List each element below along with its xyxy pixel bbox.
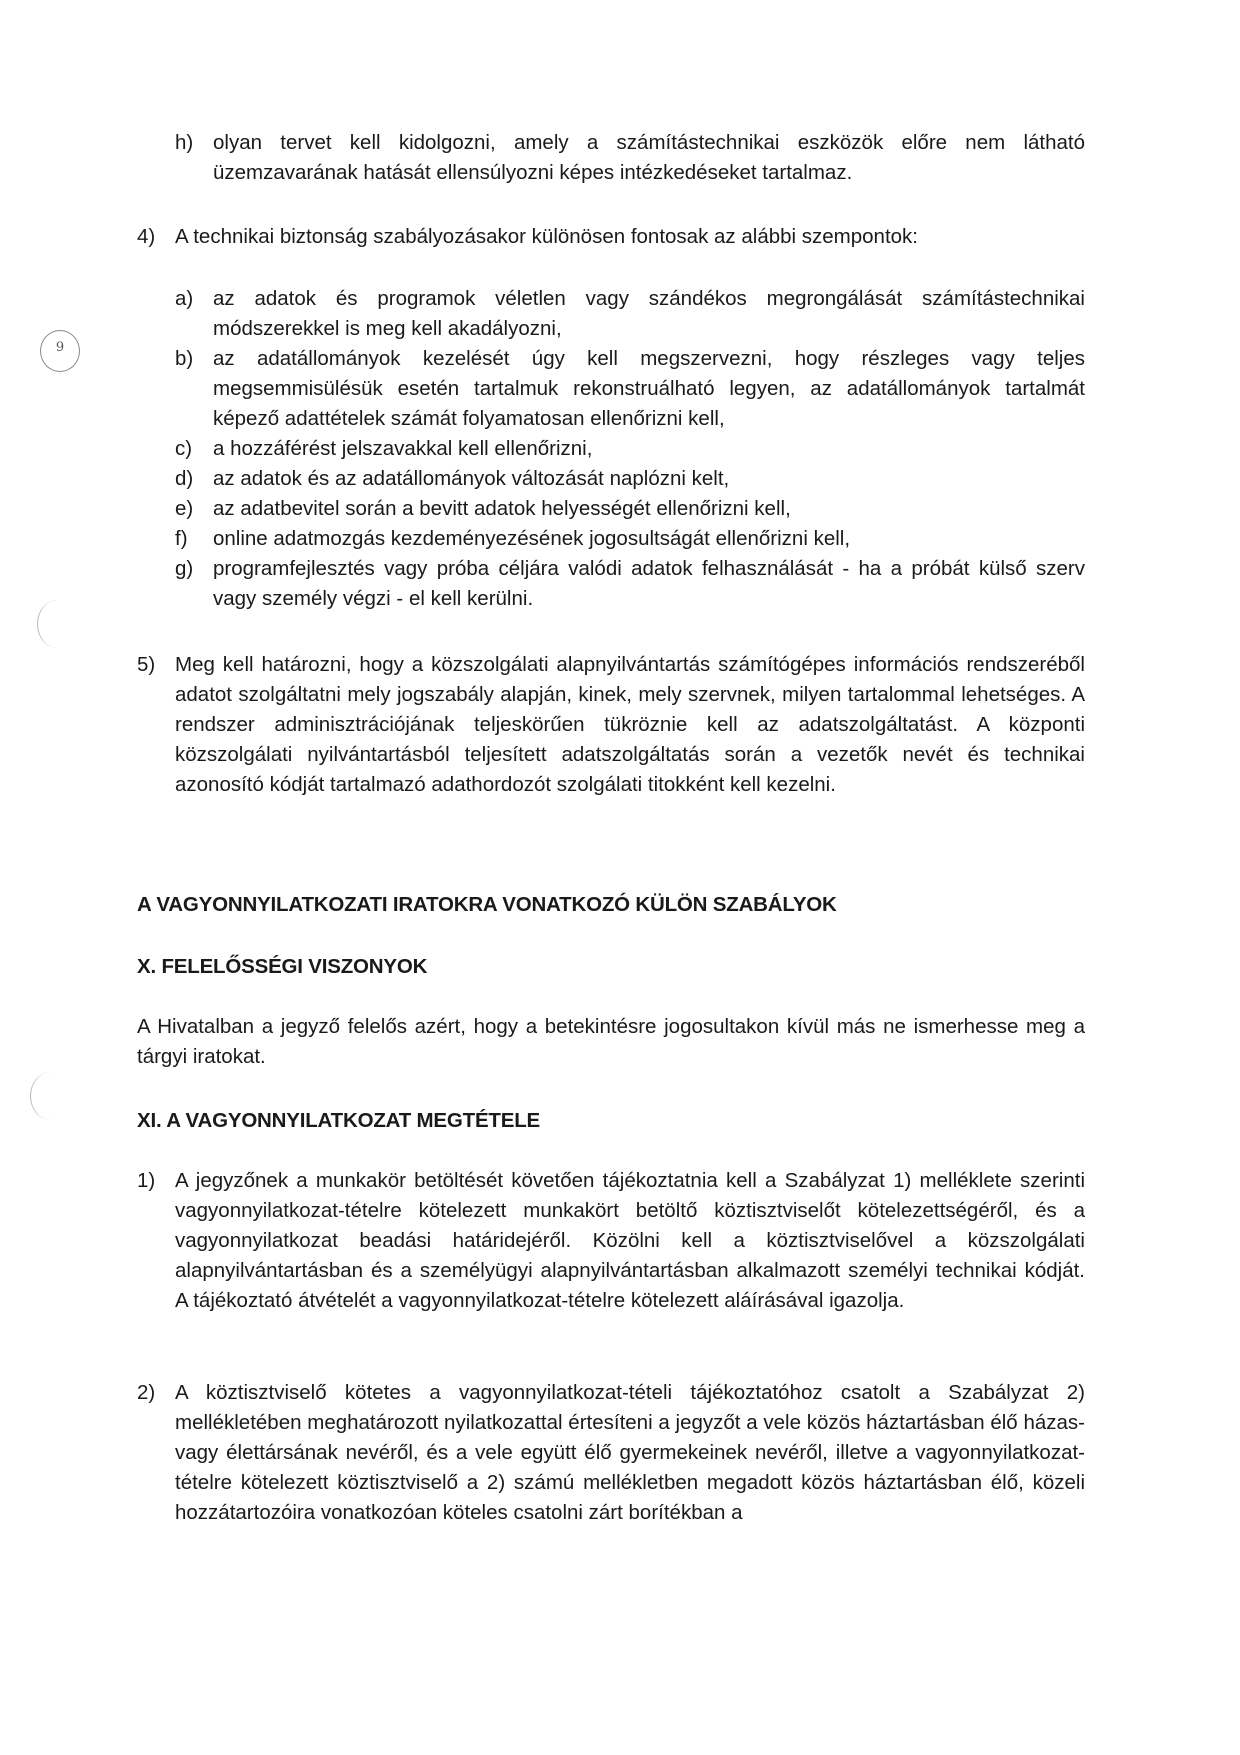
sub-item-b bbox=[175, 344, 1085, 434]
paragraph-x bbox=[137, 1012, 1085, 1072]
list-item-text: az adatok és az adatállományok változását naplózni kelt, bbox=[213, 467, 730, 490]
list-marker: e) bbox=[175, 497, 194, 520]
list-item-h bbox=[175, 128, 1085, 188]
list-marker: a) bbox=[175, 287, 194, 310]
list-item-text: olyan tervet kell kidolgozni, amely a számítástechnikai eszközök előre nem látható üzemzavarának hatását ellensúlyozni képes intézkedéseket tartalmaz. bbox=[213, 131, 1085, 184]
list-marker: b) bbox=[175, 347, 194, 370]
list-marker: 5) bbox=[137, 653, 156, 676]
list-item-text: A köztisztviselő kötetes a vagyonnyilatkozat-tételi tájékoztatóhoz csatolt a Szabályzat 2) mellékletében meghatározott nyilatkozattal értesíteni a jegyzőt a vele közös háztartásban élő házas- vagy élettársának nevéről, és a vele együtt élő gyermekeinek nevéről, illetve a vagyonnyilatkozat-tételre kötelezett köztisztviselő a 2) számú mellékletben megadott közös háztartásban élő, közeli hozzátartozóira vonatkozóan köteles csatolni zárt borítékban a bbox=[175, 1381, 1085, 1524]
sub-item-a bbox=[175, 284, 1085, 344]
xi-item-2 bbox=[137, 1378, 1085, 1528]
list-item-5 bbox=[137, 650, 1085, 800]
list-item-text: a hozzáférést jelszavakkal kell ellenőrizni, bbox=[213, 437, 593, 460]
sub-item-g bbox=[175, 554, 1085, 614]
list-marker: 1) bbox=[137, 1169, 156, 1192]
list-marker: g) bbox=[175, 557, 194, 580]
list-item-4 bbox=[137, 222, 1085, 252]
list-item-text: Meg kell határozni, hogy a közszolgálati alapnyilvántartás számítógépes információs rendszeréből adatot szolgáltatni mely jogszabály alapján, kinek, mely szervnek, milyen tartalommal lehetséges. A rendszer adminisztrációjának teljeskörűen tükröznie kell az adatszolgáltatást. A központi közszolgálati nyilvántartásból teljesített adatszolgáltatás során a vezetők nevét és technikai azonosító kódját tartalmazó adathordozót szolgálati titokként kell kezelni. bbox=[175, 653, 1085, 796]
list-item-text: az adatok és programok véletlen vagy szándékos megrongálását számítástechnikai módszerekkel is meg kell akadályozni, bbox=[213, 287, 1085, 340]
sub-item-f bbox=[175, 524, 1085, 554]
paragraph-text: A Hivatalban a jegyző felelős azért, hogy a betekintésre jogosultakon kívül más ne ismerhesse meg a tárgyi iratokat. bbox=[137, 1015, 1085, 1068]
list-marker: 4) bbox=[137, 225, 156, 248]
page-number: 9 bbox=[55, 340, 65, 355]
sub-item-c bbox=[175, 434, 1085, 464]
list-item-text: A jegyzőnek a munkakör betöltését követően tájékoztatnia kell a Szabályzat 1) melléklete szerinti vagyonnyilatkozat-tételre kötelezett munkakört betöltő köztisztviselőt kötelezettségéről, és a vagyonnyilatkozat beadási határidejéről. Közölni kell a köztisztviselővel a közszolgálati alapnyilvántartásban és a személyügyi alapnyilvántartásban alkalmazott személyi technikai kódját. A tájékoztató átvételét a vagyonnyilatkozat-tételre kötelezett aláírásával igazolja. bbox=[175, 1169, 1085, 1312]
section-heading: A VAGYONNYILATKOZATI IRATOKRA VONATKOZÓ KÜLÖN SZABÁLYOK bbox=[137, 893, 837, 916]
xi-item-1 bbox=[137, 1166, 1085, 1316]
punch-hole-icon bbox=[37, 600, 78, 648]
list-item-text: online adatmozgás kezdeményezésének jogosultságát ellenőrizni kell, bbox=[213, 527, 851, 550]
list-marker: f) bbox=[175, 527, 188, 550]
list-item-text: az adatállományok kezelését úgy kell megszervezni, hogy részleges vagy teljes megsemmisülésük esetén tartalmuk rekonstruálható legyen, az adatállományok tartalmát képező adattételek számát folyamatosan ellenőrizni kell, bbox=[213, 347, 1085, 430]
sub-item-d bbox=[175, 464, 1085, 494]
list-item-text: A technikai biztonság szabályozásakor különösen fontosak az alábbi szempontok: bbox=[175, 225, 919, 248]
list-marker: h) bbox=[175, 131, 194, 154]
sub-item-e bbox=[175, 494, 1085, 524]
punch-hole-icon bbox=[30, 1072, 71, 1120]
list-item-text: az adatbevitel során a bevitt adatok helyességét ellenőrizni kell, bbox=[213, 497, 791, 520]
chapter-heading-xi: XI. A VAGYONNYILATKOZAT MEGTÉTELE bbox=[137, 1109, 541, 1132]
page-number-stamp-icon bbox=[40, 330, 80, 372]
chapter-heading-x: X. FELELŐSSÉGI VISZONYOK bbox=[137, 955, 428, 978]
list-item-text: programfejlesztés vagy próba céljára valódi adatok felhasználását - ha a próbát külső szerv vagy személy végzi - el kell kerülni. bbox=[213, 557, 1085, 610]
list-marker: d) bbox=[175, 467, 194, 490]
list-marker: 2) bbox=[137, 1381, 156, 1404]
list-marker: c) bbox=[175, 437, 193, 460]
